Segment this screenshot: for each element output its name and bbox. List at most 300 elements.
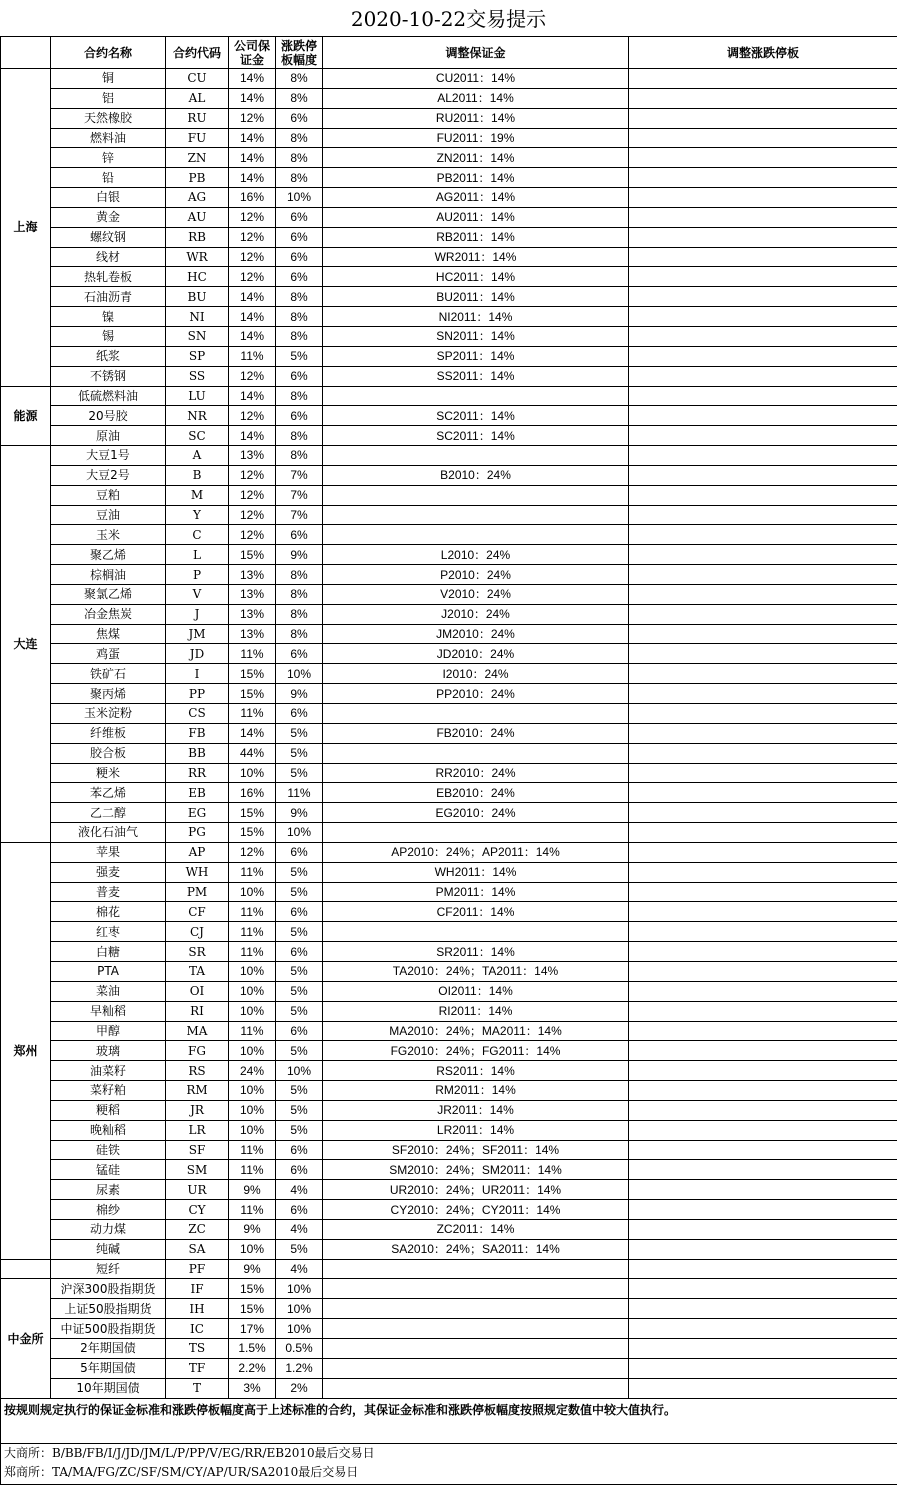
limit-cell: 6%: [276, 942, 323, 962]
adjust-margin-cell: ZN2011：14%: [323, 148, 629, 168]
adjust-limit-cell: [629, 584, 897, 604]
adjust-limit-cell: [629, 505, 897, 525]
table-row: [1, 1041, 897, 1061]
adjust-margin-cell: L2010：24%: [323, 545, 629, 565]
adjust-margin-cell: EB2010：24%: [323, 783, 629, 803]
table-row: [1, 69, 897, 89]
table-row: [1, 148, 897, 168]
contract-code-cell: A: [166, 446, 229, 466]
limit-cell: 10%: [276, 1319, 323, 1339]
limit-cell: 10%: [276, 1279, 323, 1299]
table-row: [1, 922, 897, 942]
contract-code-cell: UR: [166, 1180, 229, 1200]
margin-cell: 10%: [229, 981, 276, 1001]
contract-name-cell: 聚乙烯: [51, 545, 166, 565]
limit-cell: 8%: [276, 287, 323, 307]
limit-cell: 8%: [276, 307, 323, 327]
limit-cell: 6%: [276, 1140, 323, 1160]
header-margin: 公司保证金: [229, 37, 276, 69]
margin-cell: 14%: [229, 723, 276, 743]
contract-code-cell: RI: [166, 1001, 229, 1021]
czce-note: 郑商所：TA/MA/FG/ZC/SF/SM/CY/AP/UR/SA2010最后交易日: [4, 1463, 897, 1482]
table-row: [1, 723, 897, 743]
table-row: [1, 882, 897, 902]
adjust-margin-cell: [323, 505, 629, 525]
contract-name-cell: 红枣: [51, 922, 166, 942]
contract-code-cell: AU: [166, 207, 229, 227]
limit-cell: 8%: [276, 565, 323, 585]
adjust-margin-cell: [323, 922, 629, 942]
contract-name-cell: 油菜籽: [51, 1061, 166, 1081]
contract-name-cell: 不锈钢: [51, 366, 166, 386]
adjust-limit-cell: [629, 1081, 897, 1101]
adjust-limit-cell: [629, 684, 897, 704]
adjust-limit-cell: [629, 188, 897, 208]
limit-cell: 5%: [276, 346, 323, 366]
margin-cell: 10%: [229, 1100, 276, 1120]
table-row: [1, 346, 897, 366]
contract-name-cell: 苹果: [51, 842, 166, 862]
contract-name-cell: 燃料油: [51, 128, 166, 148]
adjust-margin-cell: AP2010：24%；AP2011：14%: [323, 842, 629, 862]
table-row: [1, 803, 897, 823]
adjust-margin-cell: AL2011：14%: [323, 88, 629, 108]
margin-cell: 15%: [229, 1279, 276, 1299]
margin-cell: 14%: [229, 426, 276, 446]
margin-cell: 15%: [229, 545, 276, 565]
contract-name-cell: 焦煤: [51, 624, 166, 644]
margin-cell: 12%: [229, 842, 276, 862]
header-limit: 涨跌停板幅度: [276, 37, 323, 69]
contract-code-cell: B: [166, 465, 229, 485]
adjust-limit-cell: [629, 723, 897, 743]
margin-cell: 1.5%: [229, 1339, 276, 1359]
adjust-margin-cell: CF2011：14%: [323, 902, 629, 922]
limit-cell: 6%: [276, 525, 323, 545]
margin-cell: 14%: [229, 287, 276, 307]
contract-code-cell: IH: [166, 1299, 229, 1319]
limit-cell: 5%: [276, 862, 323, 882]
margin-cell: 14%: [229, 69, 276, 89]
margin-cell: 9%: [229, 1219, 276, 1239]
margin-cell: 11%: [229, 644, 276, 664]
contract-code-cell: CF: [166, 902, 229, 922]
adjust-limit-cell: [629, 69, 897, 89]
contract-name-cell: 聚丙烯: [51, 684, 166, 704]
adjust-limit-cell: [629, 525, 897, 545]
contract-code-cell: TA: [166, 961, 229, 981]
table-row: [1, 823, 897, 843]
margin-cell: 12%: [229, 525, 276, 545]
contract-code-cell: CJ: [166, 922, 229, 942]
limit-cell: 0.5%: [276, 1339, 323, 1359]
limit-cell: 6%: [276, 1021, 323, 1041]
adjust-margin-cell: [323, 743, 629, 763]
table-row: [1, 1120, 897, 1140]
limit-cell: 10%: [276, 664, 323, 684]
adjust-limit-cell: [629, 326, 897, 346]
limit-cell: 8%: [276, 69, 323, 89]
limit-cell: 5%: [276, 961, 323, 981]
table-row: [1, 247, 897, 267]
contract-code-cell: RU: [166, 108, 229, 128]
margin-cell: 10%: [229, 882, 276, 902]
margin-cell: 44%: [229, 743, 276, 763]
margin-cell: 13%: [229, 584, 276, 604]
adjust-margin-cell: [323, 525, 629, 545]
margin-cell: 12%: [229, 227, 276, 247]
table-row: [1, 942, 897, 962]
contract-name-cell: 10年期国债: [51, 1378, 166, 1398]
contract-code-cell: CU: [166, 69, 229, 89]
contract-code-cell: AG: [166, 188, 229, 208]
adjust-limit-cell: [629, 1160, 897, 1180]
table-row: [1, 525, 897, 545]
adjust-limit-cell: [629, 1100, 897, 1120]
contract-name-cell: 纸浆: [51, 346, 166, 366]
adjust-margin-cell: CY2010：24%；CY2011：14%: [323, 1200, 629, 1220]
contract-code-cell: PF: [166, 1259, 229, 1279]
contract-name-cell: 液化石油气: [51, 823, 166, 843]
contract-code-cell: ZC: [166, 1219, 229, 1239]
adjust-limit-cell: [629, 307, 897, 327]
table-row: [1, 1279, 897, 1299]
contract-name-cell: 玉米淀粉: [51, 704, 166, 724]
contract-name-cell: 镍: [51, 307, 166, 327]
limit-cell: 5%: [276, 922, 323, 942]
limit-cell: 6%: [276, 227, 323, 247]
limit-cell: 6%: [276, 704, 323, 724]
table-row: [1, 287, 897, 307]
contract-code-cell: CY: [166, 1200, 229, 1220]
contract-name-cell: 棕榈油: [51, 565, 166, 585]
adjust-limit-cell: [629, 108, 897, 128]
limit-cell: 8%: [276, 148, 323, 168]
table-row: [1, 406, 897, 426]
contract-code-cell: C: [166, 525, 229, 545]
margin-cell: 12%: [229, 267, 276, 287]
contract-name-cell: 5年期国债: [51, 1358, 166, 1378]
margin-cell: 24%: [229, 1061, 276, 1081]
limit-cell: 6%: [276, 1160, 323, 1180]
contract-code-cell: JM: [166, 624, 229, 644]
limit-cell: 5%: [276, 723, 323, 743]
adjust-margin-cell: AG2011：14%: [323, 188, 629, 208]
contract-name-cell: 20号胶: [51, 406, 166, 426]
table-row: [1, 664, 897, 684]
margin-cell: 14%: [229, 307, 276, 327]
margin-cell: 12%: [229, 207, 276, 227]
header-exchange: [1, 37, 51, 69]
contract-name-cell: 豆粕: [51, 485, 166, 505]
contract-code-cell: ZN: [166, 148, 229, 168]
contract-name-cell: 纤维板: [51, 723, 166, 743]
margin-cell: 11%: [229, 346, 276, 366]
contract-name-cell: 纯碱: [51, 1239, 166, 1259]
limit-cell: 6%: [276, 247, 323, 267]
limit-cell: 5%: [276, 743, 323, 763]
table-row: [1, 505, 897, 525]
contract-name-cell: 粳米: [51, 763, 166, 783]
contract-code-cell: LR: [166, 1120, 229, 1140]
table-row: [1, 981, 897, 1001]
adjust-margin-cell: RM2011：14%: [323, 1081, 629, 1101]
adjust-limit-cell: [629, 465, 897, 485]
contract-code-cell: CS: [166, 704, 229, 724]
contract-name-cell: 低硫燃料油: [51, 386, 166, 406]
contract-code-cell: SR: [166, 942, 229, 962]
adjust-margin-cell: UR2010：24%；UR2011：14%: [323, 1180, 629, 1200]
contract-code-cell: FU: [166, 128, 229, 148]
contract-code-cell: IC: [166, 1319, 229, 1339]
limit-cell: 8%: [276, 624, 323, 644]
adjust-limit-cell: [629, 1299, 897, 1319]
header-code: 合约代码: [166, 37, 229, 69]
table-row: [1, 565, 897, 585]
adjust-limit-cell: [629, 664, 897, 684]
contract-name-cell: 沪深300股指期货: [51, 1279, 166, 1299]
limit-cell: 6%: [276, 1200, 323, 1220]
table-row: [1, 168, 897, 188]
contract-name-cell: 线材: [51, 247, 166, 267]
limit-cell: 6%: [276, 366, 323, 386]
contract-name-cell: 2年期国债: [51, 1339, 166, 1359]
adjust-limit-cell: [629, 1001, 897, 1021]
limit-cell: 10%: [276, 823, 323, 843]
contract-name-cell: PTA: [51, 961, 166, 981]
margin-cell: 13%: [229, 604, 276, 624]
contract-code-cell: TF: [166, 1358, 229, 1378]
adjust-margin-cell: SP2011：14%: [323, 346, 629, 366]
adjust-limit-cell: [629, 763, 897, 783]
adjust-limit-cell: [629, 644, 897, 664]
adjust-limit-cell: [629, 545, 897, 565]
contract-code-cell: SM: [166, 1160, 229, 1180]
limit-cell: 8%: [276, 128, 323, 148]
adjust-limit-cell: [629, 803, 897, 823]
contract-name-cell: 热轧卷板: [51, 267, 166, 287]
limit-cell: 8%: [276, 88, 323, 108]
table-row: [1, 1319, 897, 1339]
adjust-limit-cell: [629, 446, 897, 466]
adjust-limit-cell: [629, 604, 897, 624]
exchange-cell: 上海: [1, 69, 51, 387]
limit-cell: 6%: [276, 902, 323, 922]
limit-cell: 8%: [276, 446, 323, 466]
margin-cell: 10%: [229, 1239, 276, 1259]
contract-code-cell: JR: [166, 1100, 229, 1120]
adjust-margin-cell: SN2011：14%: [323, 326, 629, 346]
adjust-limit-cell: [629, 1279, 897, 1299]
dce-note: 大商所：B/BB/FB/I/J/JD/JM/L/P/PP/V/EG/RR/EB2010最后交易日: [4, 1444, 897, 1463]
adjust-limit-cell: [629, 1061, 897, 1081]
limit-cell: 5%: [276, 1041, 323, 1061]
adjust-limit-cell: [629, 485, 897, 505]
adjust-limit-cell: [629, 1180, 897, 1200]
adjust-margin-cell: [323, 1339, 629, 1359]
adjust-margin-cell: PP2010：24%: [323, 684, 629, 704]
adjust-margin-cell: SF2010：24%；SF2011：14%: [323, 1140, 629, 1160]
adjust-margin-cell: V2010：24%: [323, 584, 629, 604]
margin-cell: 10%: [229, 1041, 276, 1061]
contract-code-cell: SP: [166, 346, 229, 366]
table-row: [1, 207, 897, 227]
rule-note-row: [1, 1398, 897, 1443]
adjust-margin-cell: EG2010：24%: [323, 803, 629, 823]
contract-name-cell: 聚氯乙烯: [51, 584, 166, 604]
contract-code-cell: RR: [166, 763, 229, 783]
table-row: [1, 584, 897, 604]
limit-cell: 5%: [276, 1100, 323, 1120]
adjust-limit-cell: [629, 1259, 897, 1279]
limit-cell: 8%: [276, 386, 323, 406]
contract-code-cell: SN: [166, 326, 229, 346]
limit-cell: 8%: [276, 326, 323, 346]
table-row: [1, 1021, 897, 1041]
margin-cell: 10%: [229, 1001, 276, 1021]
table-row: [1, 1339, 897, 1359]
adjust-limit-cell: [629, 386, 897, 406]
contract-code-cell: SC: [166, 426, 229, 446]
adjust-margin-cell: TA2010：24%；TA2011：14%: [323, 961, 629, 981]
limit-cell: 8%: [276, 584, 323, 604]
contract-name-cell: 乙二醇: [51, 803, 166, 823]
adjust-limit-cell: [629, 168, 897, 188]
adjust-margin-cell: B2010：24%: [323, 465, 629, 485]
contract-name-cell: 原油: [51, 426, 166, 446]
margin-cell: 11%: [229, 1200, 276, 1220]
limit-cell: 6%: [276, 406, 323, 426]
limit-cell: 7%: [276, 465, 323, 485]
adjust-limit-cell: [629, 1358, 897, 1378]
margin-cell: 10%: [229, 961, 276, 981]
adjust-margin-cell: [323, 1279, 629, 1299]
adjust-limit-cell: [629, 267, 897, 287]
adjust-margin-cell: HC2011：14%: [323, 267, 629, 287]
margin-cell: 11%: [229, 704, 276, 724]
table-row: [1, 1378, 897, 1398]
limit-cell: 9%: [276, 803, 323, 823]
limit-cell: 6%: [276, 207, 323, 227]
margin-cell: 2.2%: [229, 1358, 276, 1378]
contract-name-cell: 甲醇: [51, 1021, 166, 1041]
margin-cell: 14%: [229, 386, 276, 406]
adjust-margin-cell: CU2011：14%: [323, 69, 629, 89]
limit-cell: 11%: [276, 783, 323, 803]
limit-cell: 10%: [276, 1061, 323, 1081]
adjust-margin-cell: [323, 485, 629, 505]
contract-name-cell: 胶合板: [51, 743, 166, 763]
table-row: [1, 1239, 897, 1259]
adjust-margin-cell: NI2011：14%: [323, 307, 629, 327]
contract-name-cell: 铁矿石: [51, 664, 166, 684]
adjust-limit-cell: [629, 207, 897, 227]
contract-name-cell: 普麦: [51, 882, 166, 902]
contract-code-cell: HC: [166, 267, 229, 287]
margin-cell: 14%: [229, 168, 276, 188]
contract-code-cell: BU: [166, 287, 229, 307]
adjust-limit-cell: [629, 247, 897, 267]
contract-code-cell: T: [166, 1378, 229, 1398]
adjust-margin-cell: WH2011：14%: [323, 862, 629, 882]
adjust-margin-cell: [323, 446, 629, 466]
margin-cell: 11%: [229, 1160, 276, 1180]
contract-name-cell: 鸡蛋: [51, 644, 166, 664]
table-row: [1, 545, 897, 565]
contract-code-cell: J: [166, 604, 229, 624]
adjust-limit-cell: [629, 1319, 897, 1339]
limit-cell: 9%: [276, 545, 323, 565]
margin-cell: 10%: [229, 763, 276, 783]
adjust-limit-cell: [629, 823, 897, 843]
adjust-margin-cell: [323, 1358, 629, 1378]
contract-name-cell: 晚籼稻: [51, 1120, 166, 1140]
margin-cell: 12%: [229, 406, 276, 426]
contract-code-cell: L: [166, 545, 229, 565]
contract-name-cell: 石油沥青: [51, 287, 166, 307]
adjust-limit-cell: [629, 1239, 897, 1259]
limit-cell: 4%: [276, 1259, 323, 1279]
adjust-limit-cell: [629, 961, 897, 981]
adjust-limit-cell: [629, 1021, 897, 1041]
adjust-limit-cell: [629, 1378, 897, 1398]
adjust-limit-cell: [629, 743, 897, 763]
header-adjust-margin: 调整保证金: [323, 37, 629, 69]
adjust-limit-cell: [629, 88, 897, 108]
adjust-margin-cell: OI2011：14%: [323, 981, 629, 1001]
contract-code-cell: BB: [166, 743, 229, 763]
table-row: [1, 842, 897, 862]
table-row: [1, 128, 897, 148]
margin-cell: 12%: [229, 108, 276, 128]
table-row: [1, 188, 897, 208]
contract-code-cell: RS: [166, 1061, 229, 1081]
limit-cell: 6%: [276, 644, 323, 664]
trading-table: [0, 36, 897, 1485]
contract-code-cell: M: [166, 485, 229, 505]
contract-name-cell: 锰硅: [51, 1160, 166, 1180]
adjust-limit-cell: [629, 1140, 897, 1160]
margin-cell: 15%: [229, 1299, 276, 1319]
adjust-limit-cell: [629, 882, 897, 902]
adjust-limit-cell: [629, 942, 897, 962]
contract-name-cell: 菜油: [51, 981, 166, 1001]
contract-name-cell: 玻璃: [51, 1041, 166, 1061]
table-row: [1, 88, 897, 108]
adjust-limit-cell: [629, 981, 897, 1001]
margin-cell: 12%: [229, 366, 276, 386]
table-row: [1, 1219, 897, 1239]
limit-cell: 5%: [276, 981, 323, 1001]
adjust-limit-cell: [629, 346, 897, 366]
contract-name-cell: 中证500股指期货: [51, 1319, 166, 1339]
contract-code-cell: EG: [166, 803, 229, 823]
table-row: [1, 485, 897, 505]
adjust-margin-cell: [323, 823, 629, 843]
adjust-margin-cell: PB2011：14%: [323, 168, 629, 188]
adjust-limit-cell: [629, 1120, 897, 1140]
limit-cell: 4%: [276, 1219, 323, 1239]
table-row: [1, 862, 897, 882]
contract-code-cell: FG: [166, 1041, 229, 1061]
adjust-margin-cell: RI2011：14%: [323, 1001, 629, 1021]
contract-code-cell: SF: [166, 1140, 229, 1160]
contract-code-cell: PG: [166, 823, 229, 843]
adjust-limit-cell: [629, 1041, 897, 1061]
adjust-limit-cell: [629, 862, 897, 882]
contract-name-cell: 锌: [51, 148, 166, 168]
adjust-margin-cell: [323, 1259, 629, 1279]
